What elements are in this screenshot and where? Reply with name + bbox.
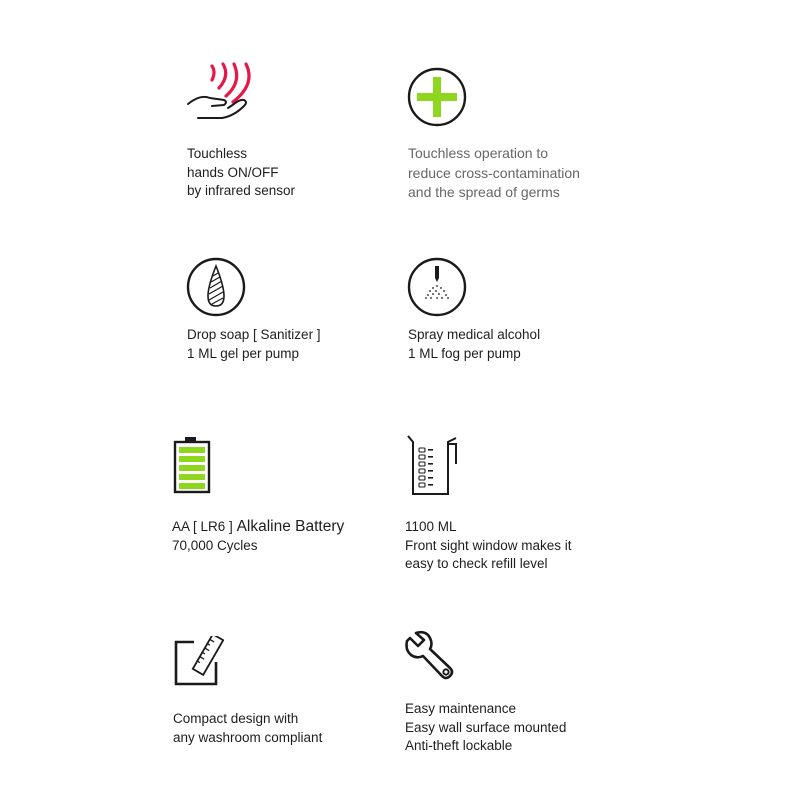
feature-text xyxy=(187,145,295,201)
text-line: Spray medical alcohol xyxy=(408,327,541,342)
text-line: Drop soap [ Sanitizer ] xyxy=(187,327,321,342)
text-line: Easy wall surface mounted xyxy=(405,719,567,735)
text-line: hands ON/OFF xyxy=(187,164,279,180)
feature-text xyxy=(405,700,566,756)
text-line: Anti-theft lockable xyxy=(405,738,513,753)
soap-drop-icon xyxy=(185,256,247,323)
wrench-icon xyxy=(402,630,458,691)
text-line: 70,000 Cycles xyxy=(172,537,258,553)
text-line: by infrared sensor xyxy=(187,183,296,198)
text-line: 1 ML fog per pump xyxy=(408,345,521,361)
battery-type: AA [ LR6 ] xyxy=(172,519,233,534)
text-line: 1100 ML xyxy=(405,519,457,534)
feature-text xyxy=(173,710,322,747)
battery-icon xyxy=(172,436,216,501)
text-line: Touchless xyxy=(187,146,248,161)
battery-chemistry: Alkaline Battery xyxy=(236,518,345,535)
feature-text xyxy=(408,144,580,203)
spray-nozzle-icon xyxy=(406,256,468,323)
text-line: easy to check refill level xyxy=(405,556,548,571)
text-line: Easy maintenance xyxy=(405,701,517,716)
plus-circle-icon xyxy=(406,66,468,133)
feature-text xyxy=(405,518,572,574)
feature-text xyxy=(172,518,344,555)
ruler-box-icon xyxy=(172,636,224,695)
feature-text xyxy=(408,326,540,363)
text-line: Touchless operation to xyxy=(408,145,549,161)
text-line: Front sight window makes it xyxy=(405,537,572,553)
text-line: reduce cross-contamination xyxy=(408,164,580,181)
text-line: Compact design with xyxy=(173,711,299,726)
text-line: 1 ML gel per pump xyxy=(187,345,300,361)
hand-sensor-icon xyxy=(184,62,260,129)
feature-text xyxy=(187,326,321,363)
text-line: any washroom compliant xyxy=(173,729,323,745)
text-line: and the spread of germs xyxy=(408,184,560,200)
text-line xyxy=(172,518,344,537)
measuring-jug-icon xyxy=(404,434,464,503)
